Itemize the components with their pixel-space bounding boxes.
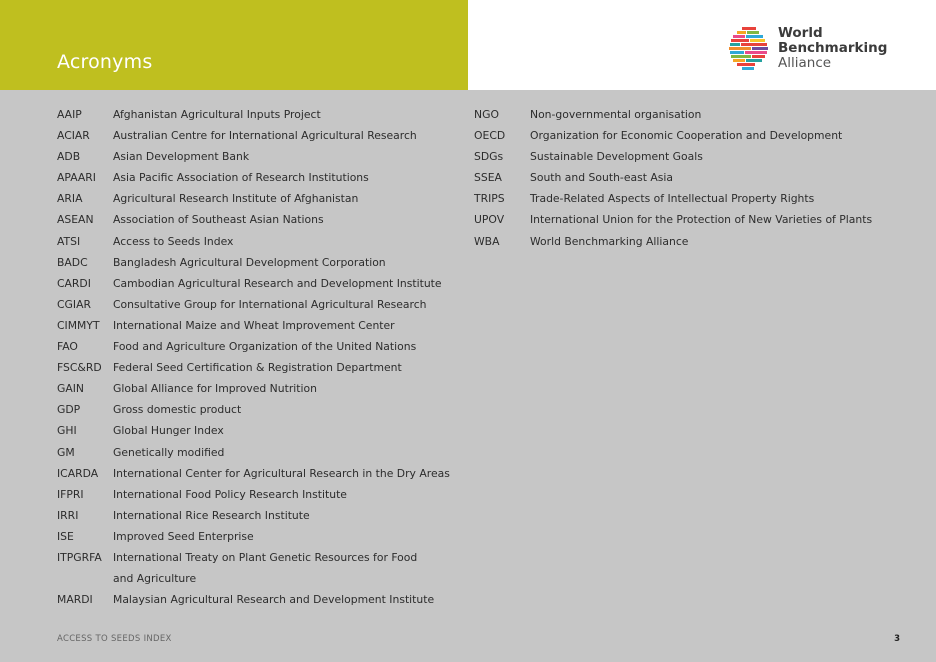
acronym-abbr: SSEA xyxy=(474,171,502,185)
acronym-row xyxy=(57,357,457,378)
acronym-abbr xyxy=(57,568,113,589)
acronym-row xyxy=(57,526,457,547)
acronym-row xyxy=(57,146,457,167)
footer-label: ACCESS TO SEEDS INDEX xyxy=(57,634,172,644)
acronym-definition: International Food Policy Research Institute xyxy=(113,487,347,501)
acronym-row xyxy=(474,104,914,125)
acronym-abbr: ARIA xyxy=(57,192,83,206)
acronym-row xyxy=(57,104,457,125)
acronym-definition: Gross domestic product xyxy=(113,403,242,417)
acronym-row xyxy=(57,252,457,273)
acronym-row xyxy=(474,125,914,146)
acronym-definition: Asia Pacific Association of Research Institutions xyxy=(113,171,369,185)
globe-stripes-icon xyxy=(728,25,772,71)
acronym-definition: Bangladesh Agricultural Development Corporation xyxy=(113,255,386,269)
acronym-abbr: FSC&RD xyxy=(57,361,102,375)
acronym-abbr: IRRI xyxy=(57,508,79,522)
acronym-abbr: ACIAR xyxy=(57,129,90,143)
acronym-row xyxy=(57,231,457,252)
acronym-row xyxy=(474,231,914,252)
acronym-row xyxy=(57,125,457,146)
acronym-abbr: ATSI xyxy=(57,234,81,248)
acronym-row xyxy=(57,547,457,568)
acronym-abbr: ADB xyxy=(57,150,81,164)
acronym-abbr: CIMMYT xyxy=(57,318,100,332)
acronym-abbr: CARDI xyxy=(57,276,91,290)
acronym-abbr: ASEAN xyxy=(57,213,94,227)
header-band xyxy=(0,0,468,90)
acronym-abbr: OECD xyxy=(474,129,506,143)
acronym-definition: Global Hunger Index xyxy=(113,424,224,438)
acronym-definition: Access to Seeds Index xyxy=(113,234,234,248)
acronym-abbr: GHI xyxy=(57,424,77,438)
acronym-list-left xyxy=(57,104,457,610)
acronym-definition: Improved Seed Enterprise xyxy=(113,529,254,543)
acronym-row xyxy=(57,589,457,610)
acronym-definition: International Maize and Wheat Improvement Center xyxy=(113,318,395,332)
acronym-definition: Sustainable Development Goals xyxy=(530,150,703,164)
acronym-abbr: IFPRI xyxy=(57,487,84,501)
acronym-row xyxy=(57,463,457,484)
acronym-row xyxy=(57,505,457,526)
logo-word-world: World xyxy=(778,24,823,41)
acronym-definition: Agricultural Research Institute of Afghanistan xyxy=(113,192,359,206)
acronym-row xyxy=(57,315,457,336)
acronym-abbr: GDP xyxy=(57,403,81,417)
acronym-row xyxy=(474,209,914,230)
acronym-abbr: APAARI xyxy=(57,171,96,185)
acronym-row xyxy=(474,146,914,167)
acronym-row xyxy=(57,273,457,294)
acronym-definition: International Union for the Protection of New Varieties of Plants xyxy=(530,213,873,227)
acronym-row xyxy=(57,294,457,315)
acronym-definition: Non-governmental organisation xyxy=(530,108,702,121)
acronym-definition: Genetically modified xyxy=(113,445,225,459)
acronym-definition: Food and Agriculture Organization of the United Nations xyxy=(113,340,417,354)
acronym-definition: International Treaty on Plant Genetic Resources for Food xyxy=(113,550,418,564)
acronym-abbr: SDGs xyxy=(474,150,504,164)
acronym-abbr: BADC xyxy=(57,255,88,269)
acronym-definition: Global Alliance for Improved Nutrition xyxy=(113,382,317,396)
acronym-row xyxy=(57,484,457,505)
acronym-row xyxy=(57,420,457,441)
acronym-row xyxy=(57,188,457,209)
acronym-abbr: ITPGRFA xyxy=(57,550,102,564)
acronym-definition: Association of Southeast Asian Nations xyxy=(113,213,324,227)
acronym-definition: and Agriculture xyxy=(113,572,197,586)
logo-word-benchmarking: Benchmarking xyxy=(778,39,888,56)
acronym-abbr: MARDI xyxy=(57,593,93,607)
acronym-definition: South and South-east Asia xyxy=(530,171,674,185)
acronym-row xyxy=(57,167,457,188)
logo-word-alliance: Alliance xyxy=(778,54,832,71)
acronym-row xyxy=(57,442,457,463)
acronym-definition: International Center for Agricultural Research in the Dry Areas xyxy=(113,466,450,480)
acronym-list-right xyxy=(474,104,914,252)
acronym-row xyxy=(57,336,457,357)
acronym-definition: Consultative Group for International Agricultural Research xyxy=(113,297,427,311)
acronym-abbr: FAO xyxy=(57,340,78,354)
acronym-definition: Malaysian Agricultural Research and Development Institute xyxy=(113,593,435,607)
acronym-definition: Trade-Related Aspects of Intellectual Property Rights xyxy=(530,192,815,206)
acronym-row xyxy=(474,167,914,188)
acronym-row xyxy=(57,209,457,230)
acronym-definition: Afghanistan Agricultural Inputs Project xyxy=(113,108,321,121)
acronym-definition: World Benchmarking Alliance xyxy=(530,234,689,248)
acronym-row xyxy=(57,399,457,420)
acronym-definition: Organization for Economic Cooperation and Development xyxy=(530,129,843,143)
acronym-row xyxy=(57,568,457,589)
acronym-abbr: UPOV xyxy=(474,213,505,227)
acronym-abbr: ICARDA xyxy=(57,466,99,480)
acronym-abbr: WBA xyxy=(474,234,500,248)
acronym-abbr: NGO xyxy=(474,108,499,121)
acronym-abbr: CGIAR xyxy=(57,297,91,311)
page-number: 3 xyxy=(894,634,900,644)
acronym-abbr: GAIN xyxy=(57,382,85,396)
acronym-definition: Federal Seed Certification & Registration Department xyxy=(113,361,402,375)
acronym-definition: Australian Centre for International Agricultural Research xyxy=(113,129,417,143)
wba-logo xyxy=(728,24,887,72)
acronym-definition: International Rice Research Institute xyxy=(113,508,310,522)
acronym-abbr: ISE xyxy=(57,529,74,543)
acronym-row xyxy=(57,378,457,399)
acronym-row xyxy=(474,188,914,209)
acronym-abbr: TRIPS xyxy=(474,192,505,206)
page-title: Acronyms xyxy=(57,51,153,73)
acronym-definition: Cambodian Agricultural Research and Development Institute xyxy=(113,276,442,290)
acronym-abbr: AAIP xyxy=(57,108,82,121)
acronym-abbr: GM xyxy=(57,445,75,459)
acronym-definition: Asian Development Bank xyxy=(113,150,250,164)
